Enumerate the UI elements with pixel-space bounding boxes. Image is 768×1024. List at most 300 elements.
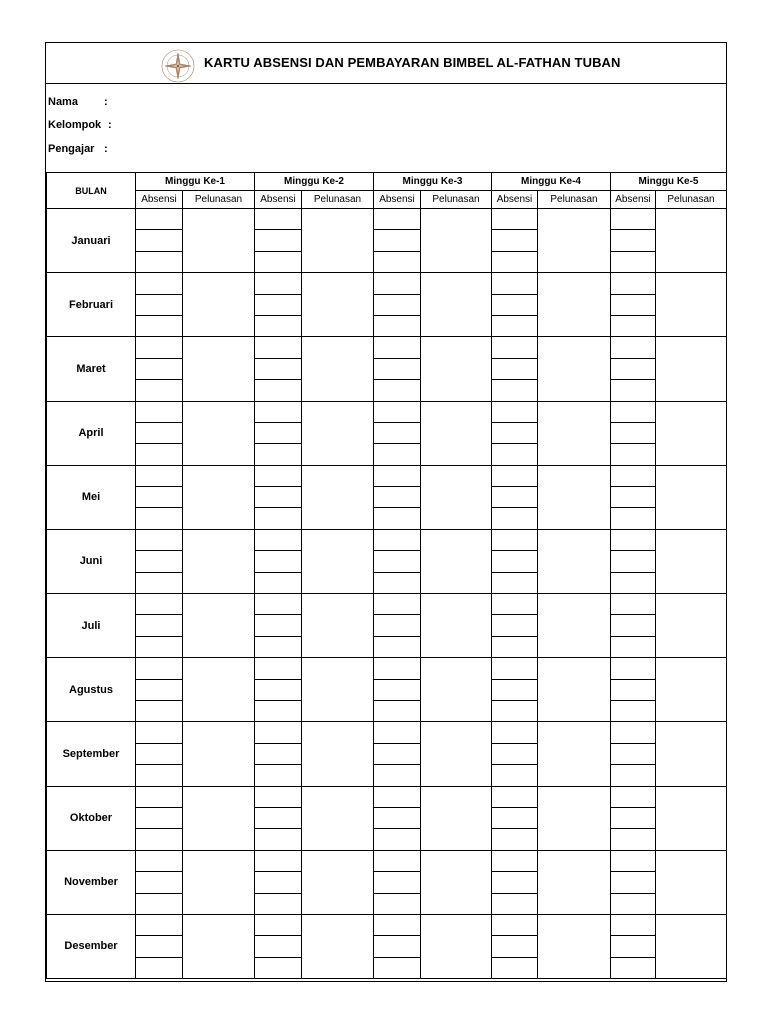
week-header: Minggu Ke-1 — [136, 173, 255, 191]
pelunasan-cell[interactable] — [302, 594, 374, 658]
absensi-cell[interactable] — [611, 807, 656, 828]
absensi-cell[interactable] — [492, 551, 538, 572]
absensi-cell[interactable] — [255, 508, 302, 529]
absensi-cell[interactable] — [136, 636, 183, 657]
absensi-cell[interactable] — [374, 700, 421, 721]
absensi-cell[interactable] — [492, 700, 538, 721]
absensi-cell[interactable] — [374, 529, 421, 550]
month-sub-row — [47, 914, 727, 935]
absensi-cell[interactable] — [492, 358, 538, 379]
absensi-cell[interactable] — [374, 615, 421, 636]
pelunasan-cell[interactable] — [421, 594, 492, 658]
absensi-cell[interactable] — [136, 872, 183, 893]
absensi-cell[interactable] — [611, 572, 656, 593]
pelunasan-cell[interactable] — [538, 529, 611, 593]
absensi-cell[interactable] — [374, 872, 421, 893]
absensi-cell[interactable] — [611, 508, 656, 529]
absensi-cell[interactable] — [255, 337, 302, 358]
absensi-cell[interactable] — [611, 380, 656, 401]
month-sub-row — [47, 422, 727, 443]
absensi-cell[interactable] — [492, 658, 538, 679]
absensi-cell[interactable] — [374, 807, 421, 828]
absensi-cell[interactable] — [136, 337, 183, 358]
absensi-cell[interactable] — [136, 700, 183, 721]
pelunasan-cell[interactable] — [538, 786, 611, 850]
absensi-cell[interactable] — [255, 594, 302, 615]
absensi-cell[interactable] — [611, 230, 656, 251]
absensi-cell[interactable] — [611, 936, 656, 957]
month-sub-row — [47, 722, 727, 743]
absensi-cell[interactable] — [492, 893, 538, 914]
month-label: April — [47, 401, 136, 465]
pelunasan-cell[interactable] — [656, 850, 727, 914]
absensi-cell[interactable] — [492, 508, 538, 529]
absensi-cell[interactable] — [611, 401, 656, 422]
month-sub-row — [47, 636, 727, 657]
month-sub-row — [47, 743, 727, 764]
month-sub-row — [47, 957, 727, 978]
absensi-cell[interactable] — [255, 722, 302, 743]
absensi-cell[interactable] — [374, 465, 421, 486]
absensi-cell[interactable] — [374, 551, 421, 572]
absensi-cell[interactable] — [136, 251, 183, 272]
month-label: November — [47, 850, 136, 914]
absensi-cell[interactable] — [136, 743, 183, 764]
pelunasan-cell[interactable] — [656, 273, 727, 337]
month-sub-row — [47, 401, 727, 422]
absensi-cell[interactable] — [136, 422, 183, 443]
pelunasan-cell[interactable] — [656, 465, 727, 529]
absensi-cell[interactable] — [374, 508, 421, 529]
pelunasan-header: Pelunasan — [656, 191, 727, 209]
compass-rose-logo-icon — [160, 48, 196, 84]
pelunasan-cell[interactable] — [302, 465, 374, 529]
absensi-cell[interactable] — [611, 615, 656, 636]
absensi-cell[interactable] — [492, 294, 538, 315]
pelunasan-cell[interactable] — [183, 529, 255, 593]
pelunasan-cell[interactable] — [656, 658, 727, 722]
absensi-cell[interactable] — [492, 636, 538, 657]
absensi-cell[interactable] — [374, 294, 421, 315]
absensi-cell[interactable] — [136, 850, 183, 871]
month-sub-row — [47, 529, 727, 550]
week-header: Minggu Ke-2 — [255, 173, 374, 191]
absensi-cell[interactable] — [136, 294, 183, 315]
pelunasan-cell[interactable] — [183, 465, 255, 529]
absensi-cell[interactable] — [492, 273, 538, 294]
absensi-cell[interactable] — [374, 315, 421, 336]
absensi-cell[interactable] — [255, 209, 302, 230]
absensi-cell[interactable] — [611, 872, 656, 893]
absensi-cell[interactable] — [136, 209, 183, 230]
pelunasan-cell[interactable] — [183, 658, 255, 722]
absensi-cell[interactable] — [374, 786, 421, 807]
absensi-cell[interactable] — [374, 914, 421, 935]
pelunasan-cell[interactable] — [183, 914, 255, 978]
absensi-cell[interactable] — [492, 829, 538, 850]
month-sub-row — [47, 786, 727, 807]
month-label: Oktober — [47, 786, 136, 850]
absensi-cell[interactable] — [136, 444, 183, 465]
absensi-cell[interactable] — [611, 829, 656, 850]
absensi-cell[interactable] — [374, 209, 421, 230]
pelunasan-cell[interactable] — [538, 722, 611, 786]
absensi-cell[interactable] — [374, 273, 421, 294]
month-sub-row — [47, 444, 727, 465]
absensi-cell[interactable] — [611, 594, 656, 615]
pelunasan-cell[interactable] — [302, 850, 374, 914]
absensi-cell[interactable] — [255, 893, 302, 914]
absensi-cell[interactable] — [492, 230, 538, 251]
absensi-cell[interactable] — [255, 529, 302, 550]
absensi-cell[interactable] — [136, 358, 183, 379]
absensi-cell[interactable] — [374, 358, 421, 379]
absensi-cell[interactable] — [492, 529, 538, 550]
month-sub-row — [47, 380, 727, 401]
absensi-cell[interactable] — [136, 914, 183, 935]
absensi-cell[interactable] — [611, 251, 656, 272]
week-header: Minggu Ke-4 — [492, 173, 611, 191]
absensi-cell[interactable] — [492, 401, 538, 422]
absensi-cell[interactable] — [492, 487, 538, 508]
absensi-cell[interactable] — [374, 337, 421, 358]
absensi-cell[interactable] — [374, 401, 421, 422]
absensi-cell[interactable] — [136, 487, 183, 508]
absensi-cell[interactable] — [611, 957, 656, 978]
absensi-cell[interactable] — [255, 487, 302, 508]
absensi-cell[interactable] — [255, 315, 302, 336]
pelunasan-cell[interactable] — [421, 914, 492, 978]
absensi-cell[interactable] — [255, 957, 302, 978]
pelunasan-cell[interactable] — [302, 273, 374, 337]
pelunasan-cell[interactable] — [656, 722, 727, 786]
absensi-cell[interactable] — [255, 572, 302, 593]
absensi-cell[interactable] — [611, 636, 656, 657]
month-sub-row — [47, 508, 727, 529]
pelunasan-cell[interactable] — [656, 209, 727, 273]
absensi-cell[interactable] — [374, 957, 421, 978]
absensi-cell[interactable] — [255, 829, 302, 850]
absensi-cell[interactable] — [136, 551, 183, 572]
pelunasan-cell[interactable] — [183, 594, 255, 658]
pelunasan-cell[interactable] — [421, 722, 492, 786]
absensi-cell[interactable] — [611, 444, 656, 465]
absensi-cell[interactable] — [374, 444, 421, 465]
pelunasan-cell[interactable] — [538, 914, 611, 978]
absensi-cell[interactable] — [136, 786, 183, 807]
absensi-cell[interactable] — [255, 251, 302, 272]
absensi-cell[interactable] — [255, 273, 302, 294]
absensi-cell[interactable] — [611, 315, 656, 336]
absensi-cell[interactable] — [611, 422, 656, 443]
pelunasan-cell[interactable] — [421, 401, 492, 465]
pelunasan-cell[interactable] — [421, 465, 492, 529]
month-sub-row — [47, 551, 727, 572]
absensi-cell[interactable] — [611, 358, 656, 379]
absensi-cell[interactable] — [492, 615, 538, 636]
absensi-cell[interactable] — [374, 679, 421, 700]
absensi-cell[interactable] — [492, 380, 538, 401]
absensi-cell[interactable] — [611, 850, 656, 871]
month-label: Februari — [47, 273, 136, 337]
pelunasan-cell[interactable] — [656, 594, 727, 658]
absensi-cell[interactable] — [136, 658, 183, 679]
pelunasan-cell[interactable] — [538, 337, 611, 401]
absensi-cell[interactable] — [374, 422, 421, 443]
pelunasan-cell[interactable] — [421, 850, 492, 914]
attendance-card — [45, 42, 727, 982]
month-label: Juni — [47, 529, 136, 593]
pelunasan-cell[interactable] — [538, 209, 611, 273]
absensi-cell[interactable] — [255, 743, 302, 764]
absensi-cell[interactable] — [492, 850, 538, 871]
absensi-cell[interactable] — [374, 380, 421, 401]
absensi-cell[interactable] — [611, 294, 656, 315]
absensi-cell[interactable] — [492, 209, 538, 230]
pelunasan-cell[interactable] — [302, 529, 374, 593]
absensi-cell[interactable] — [136, 572, 183, 593]
absensi-cell[interactable] — [611, 786, 656, 807]
absensi-cell[interactable] — [611, 765, 656, 786]
info-label: Pengajar — [48, 143, 95, 155]
absensi-cell[interactable] — [255, 936, 302, 957]
absensi-cell[interactable] — [255, 765, 302, 786]
info-label: Kelompok — [48, 119, 102, 131]
absensi-cell[interactable] — [492, 315, 538, 336]
absensi-cell[interactable] — [611, 465, 656, 486]
absensi-cell[interactable] — [255, 872, 302, 893]
absensi-cell[interactable] — [255, 230, 302, 251]
absensi-cell[interactable] — [374, 572, 421, 593]
month-sub-row — [47, 209, 727, 230]
absensi-cell[interactable] — [492, 337, 538, 358]
absensi-cell[interactable] — [255, 914, 302, 935]
absensi-cell[interactable] — [255, 786, 302, 807]
week-header-row — [47, 173, 727, 191]
absensi-cell[interactable] — [374, 893, 421, 914]
month-sub-row — [47, 273, 727, 294]
absensi-cell[interactable] — [374, 636, 421, 657]
pelunasan-cell[interactable] — [183, 337, 255, 401]
absensi-cell[interactable] — [611, 658, 656, 679]
absensi-cell[interactable] — [136, 230, 183, 251]
pelunasan-cell[interactable] — [538, 273, 611, 337]
absensi-cell[interactable] — [492, 444, 538, 465]
absensi-cell[interactable] — [255, 551, 302, 572]
absensi-cell[interactable] — [374, 251, 421, 272]
pelunasan-cell[interactable] — [183, 401, 255, 465]
pelunasan-header: Pelunasan — [538, 191, 611, 209]
absensi-cell[interactable] — [611, 700, 656, 721]
absensi-cell[interactable] — [255, 465, 302, 486]
pelunasan-cell[interactable] — [538, 594, 611, 658]
absensi-cell[interactable] — [492, 679, 538, 700]
pelunasan-cell[interactable] — [538, 658, 611, 722]
absensi-cell[interactable] — [136, 829, 183, 850]
absensi-cell[interactable] — [255, 422, 302, 443]
month-label: Maret — [47, 337, 136, 401]
absensi-cell[interactable] — [136, 936, 183, 957]
absensi-cell[interactable] — [136, 615, 183, 636]
pelunasan-cell[interactable] — [656, 529, 727, 593]
pelunasan-header: Pelunasan — [421, 191, 492, 209]
absensi-cell[interactable] — [255, 658, 302, 679]
pelunasan-cell[interactable] — [183, 850, 255, 914]
absensi-cell[interactable] — [136, 401, 183, 422]
week-header: Minggu Ke-5 — [611, 173, 727, 191]
pelunasan-cell[interactable] — [302, 337, 374, 401]
absensi-cell[interactable] — [136, 594, 183, 615]
absensi-cell[interactable] — [374, 658, 421, 679]
absensi-cell[interactable] — [374, 765, 421, 786]
absensi-cell[interactable] — [492, 572, 538, 593]
sub-header-row — [47, 191, 727, 209]
absensi-cell[interactable] — [492, 743, 538, 764]
absensi-cell[interactable] — [136, 465, 183, 486]
absensi-cell[interactable] — [611, 209, 656, 230]
attendance-table-body — [47, 209, 727, 979]
absensi-cell[interactable] — [611, 743, 656, 764]
pelunasan-cell[interactable] — [302, 786, 374, 850]
absensi-cell[interactable] — [136, 893, 183, 914]
pelunasan-cell[interactable] — [538, 465, 611, 529]
absensi-cell[interactable] — [492, 465, 538, 486]
month-sub-row — [47, 615, 727, 636]
month-sub-row — [47, 487, 727, 508]
pelunasan-cell[interactable] — [421, 209, 492, 273]
absensi-cell[interactable] — [136, 508, 183, 529]
absensi-cell[interactable] — [611, 551, 656, 572]
absensi-cell[interactable] — [374, 594, 421, 615]
absensi-cell[interactable] — [255, 636, 302, 657]
absensi-cell[interactable] — [492, 786, 538, 807]
absensi-cell[interactable] — [136, 315, 183, 336]
absensi-cell[interactable] — [374, 487, 421, 508]
info-label: Nama — [48, 96, 78, 108]
absensi-cell[interactable] — [255, 700, 302, 721]
absensi-cell[interactable] — [374, 722, 421, 743]
absensi-cell[interactable] — [255, 679, 302, 700]
absensi-cell[interactable] — [136, 957, 183, 978]
absensi-cell[interactable] — [255, 807, 302, 828]
pelunasan-cell[interactable] — [302, 209, 374, 273]
info-colon: : — [108, 119, 112, 131]
month-sub-row — [47, 358, 727, 379]
absensi-cell[interactable] — [611, 893, 656, 914]
absensi-header: Absensi — [255, 191, 302, 209]
title-row — [46, 43, 726, 84]
absensi-cell[interactable] — [374, 850, 421, 871]
absensi-cell[interactable] — [492, 957, 538, 978]
month-label: Desember — [47, 914, 136, 978]
absensi-cell[interactable] — [255, 401, 302, 422]
pelunasan-cell[interactable] — [183, 273, 255, 337]
pelunasan-cell[interactable] — [421, 786, 492, 850]
month-label: September — [47, 722, 136, 786]
pelunasan-cell[interactable] — [302, 914, 374, 978]
absensi-cell[interactable] — [136, 765, 183, 786]
absensi-cell[interactable] — [136, 722, 183, 743]
absensi-header: Absensi — [611, 191, 656, 209]
absensi-cell[interactable] — [255, 615, 302, 636]
absensi-cell[interactable] — [492, 914, 538, 935]
absensi-cell[interactable] — [136, 380, 183, 401]
month-label: Agustus — [47, 658, 136, 722]
absensi-cell[interactable] — [374, 829, 421, 850]
absensi-cell[interactable] — [611, 487, 656, 508]
absensi-cell[interactable] — [136, 807, 183, 828]
info-field-nama — [48, 96, 108, 108]
pelunasan-cell[interactable] — [656, 786, 727, 850]
pelunasan-cell[interactable] — [302, 401, 374, 465]
absensi-cell[interactable] — [611, 337, 656, 358]
absensi-cell[interactable] — [611, 914, 656, 935]
absensi-header: Absensi — [492, 191, 538, 209]
month-label: Januari — [47, 209, 136, 273]
pelunasan-cell[interactable] — [538, 401, 611, 465]
absensi-cell[interactable] — [255, 380, 302, 401]
month-sub-row — [47, 337, 727, 358]
pelunasan-cell[interactable] — [183, 209, 255, 273]
absensi-cell[interactable] — [492, 765, 538, 786]
month-sub-row — [47, 594, 727, 615]
month-sub-row — [47, 294, 727, 315]
absensi-cell[interactable] — [255, 294, 302, 315]
pelunasan-cell[interactable] — [302, 658, 374, 722]
absensi-cell[interactable] — [611, 529, 656, 550]
absensi-cell[interactable] — [255, 850, 302, 871]
month-sub-row — [47, 572, 727, 593]
pelunasan-cell[interactable] — [421, 273, 492, 337]
absensi-cell[interactable] — [374, 936, 421, 957]
pelunasan-cell[interactable] — [302, 722, 374, 786]
pelunasan-cell[interactable] — [421, 658, 492, 722]
pelunasan-cell[interactable] — [538, 850, 611, 914]
absensi-cell[interactable] — [374, 230, 421, 251]
pelunasan-cell[interactable] — [656, 337, 727, 401]
pelunasan-cell[interactable] — [421, 337, 492, 401]
absensi-cell[interactable] — [492, 807, 538, 828]
week-header: Minggu Ke-3 — [374, 173, 492, 191]
month-sub-row — [47, 893, 727, 914]
absensi-cell[interactable] — [611, 722, 656, 743]
pelunasan-cell[interactable] — [421, 529, 492, 593]
absensi-cell[interactable] — [255, 444, 302, 465]
month-sub-row — [47, 807, 727, 828]
absensi-cell[interactable] — [492, 722, 538, 743]
pelunasan-cell[interactable] — [183, 786, 255, 850]
month-label: Juli — [47, 594, 136, 658]
absensi-cell[interactable] — [492, 872, 538, 893]
absensi-cell[interactable] — [255, 358, 302, 379]
absensi-cell[interactable] — [492, 594, 538, 615]
absensi-cell[interactable] — [611, 273, 656, 294]
absensi-cell[interactable] — [492, 251, 538, 272]
absensi-cell[interactable] — [374, 743, 421, 764]
info-colon: : — [104, 143, 108, 155]
pelunasan-cell[interactable] — [656, 401, 727, 465]
absensi-cell[interactable] — [492, 936, 538, 957]
month-sub-row — [47, 872, 727, 893]
absensi-cell[interactable] — [492, 422, 538, 443]
absensi-cell[interactable] — [136, 529, 183, 550]
absensi-cell[interactable] — [136, 679, 183, 700]
pelunasan-cell[interactable] — [183, 722, 255, 786]
absensi-cell[interactable] — [611, 679, 656, 700]
pelunasan-cell[interactable] — [656, 914, 727, 978]
absensi-header: Absensi — [374, 191, 421, 209]
absensi-cell[interactable] — [136, 273, 183, 294]
